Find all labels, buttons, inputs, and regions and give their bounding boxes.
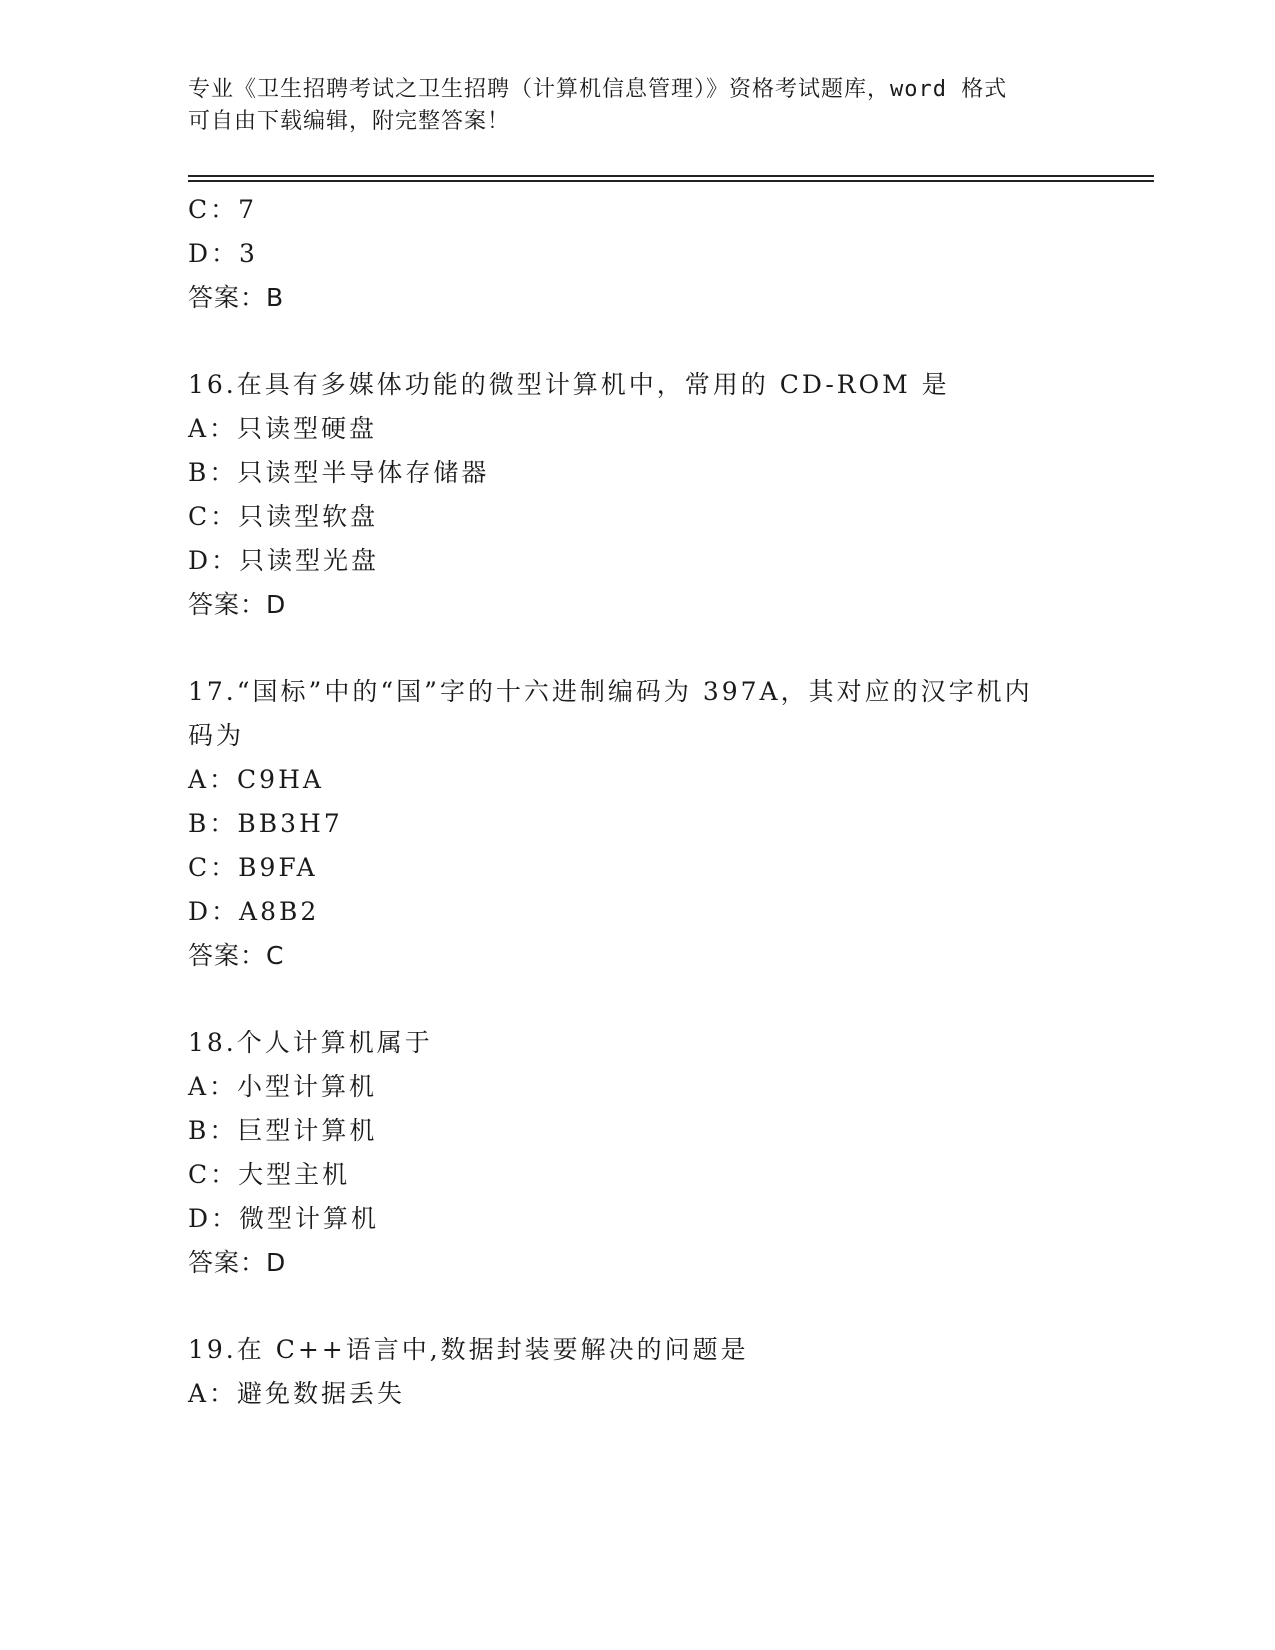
q19-option-a: A：避免数据丢失 (188, 1379, 406, 1408)
q18-option-c: C：大型主机 (188, 1160, 351, 1189)
q16-question: 16.在具有多媒体功能的微型计算机中，常用的 CD-ROM 是 (188, 370, 950, 399)
header-rule-top (188, 175, 1154, 177)
header-line-1: 专业《卫生招聘考试之卫生招聘（计算机信息管理）》资格考试题库，word 格式 (188, 77, 1008, 102)
document-header (188, 74, 1068, 138)
q16-option-d: D：只读型光盘 (188, 546, 380, 575)
q18-answer: 答案：D (188, 1248, 287, 1277)
q17-question-line-1: 17.“国标”中的“国”字的十六进制编码为 397A，其对应的汉字机内 (188, 677, 1033, 706)
q18-option-d: D：微型计算机 (188, 1204, 380, 1233)
header-rule-bottom (188, 180, 1154, 182)
q17-question-line-2: 码为 (188, 721, 245, 750)
q17-option-c: C：B9FA (188, 853, 318, 882)
q17-option-a: A：C9HA (188, 765, 324, 794)
q19-question: 19.在 C++语言中,数据封装要解决的问题是 (188, 1335, 749, 1364)
q17-option-d: D：A8B2 (188, 897, 320, 926)
q16-option-c: C：只读型软盘 (188, 502, 379, 531)
q18-question: 18.个人计算机属于 (188, 1028, 433, 1057)
q17-option-b: B：BB3H7 (188, 809, 343, 838)
q16-option-a: A：只读型硬盘 (188, 414, 378, 443)
q17-answer: 答案：C (188, 941, 285, 970)
q16-option-b: B：只读型半导体存储器 (188, 458, 490, 487)
q15-option-c: C：7 (188, 195, 258, 224)
q18-option-a: A：小型计算机 (188, 1072, 378, 1101)
q18-option-b: B：巨型计算机 (188, 1116, 378, 1145)
header-line-2: 可自由下载编辑，附完整答案！ (188, 109, 511, 134)
q16-answer: 答案：D (188, 590, 287, 619)
q15-answer: 答案：B (188, 283, 285, 312)
q15-option-d: D：3 (188, 239, 258, 268)
